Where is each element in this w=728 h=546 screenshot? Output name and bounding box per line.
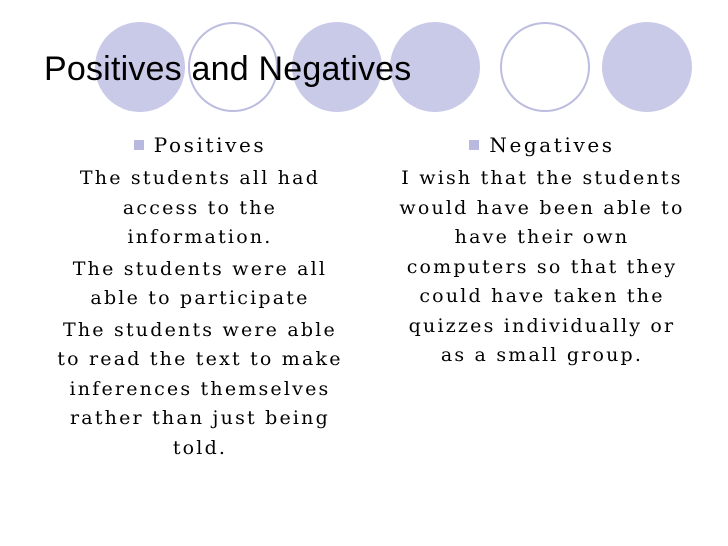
square-bullet-icon — [469, 140, 479, 150]
positives-column — [50, 128, 350, 463]
positive-item: The students were all able to participate — [72, 257, 328, 309]
slide-title: Positives and Negatives — [44, 50, 412, 88]
positive-item: The students were able to read the text to make inferences themselves rather than just being told. — [57, 318, 343, 459]
circle-decoration — [500, 22, 590, 112]
positives-heading-row — [50, 128, 350, 162]
circle-decoration — [602, 22, 692, 112]
positive-item: The students all had access to the information. — [79, 167, 321, 248]
negatives-column — [392, 128, 692, 371]
square-bullet-icon — [134, 140, 144, 150]
negatives-heading: Negatives — [489, 133, 615, 157]
negative-item: I wish that the students would have been able to have their own computers so that they could have taken the quizzes individually or as a small group. — [399, 167, 685, 366]
positives-heading: Positives — [153, 133, 267, 157]
negatives-heading-row — [392, 128, 692, 162]
